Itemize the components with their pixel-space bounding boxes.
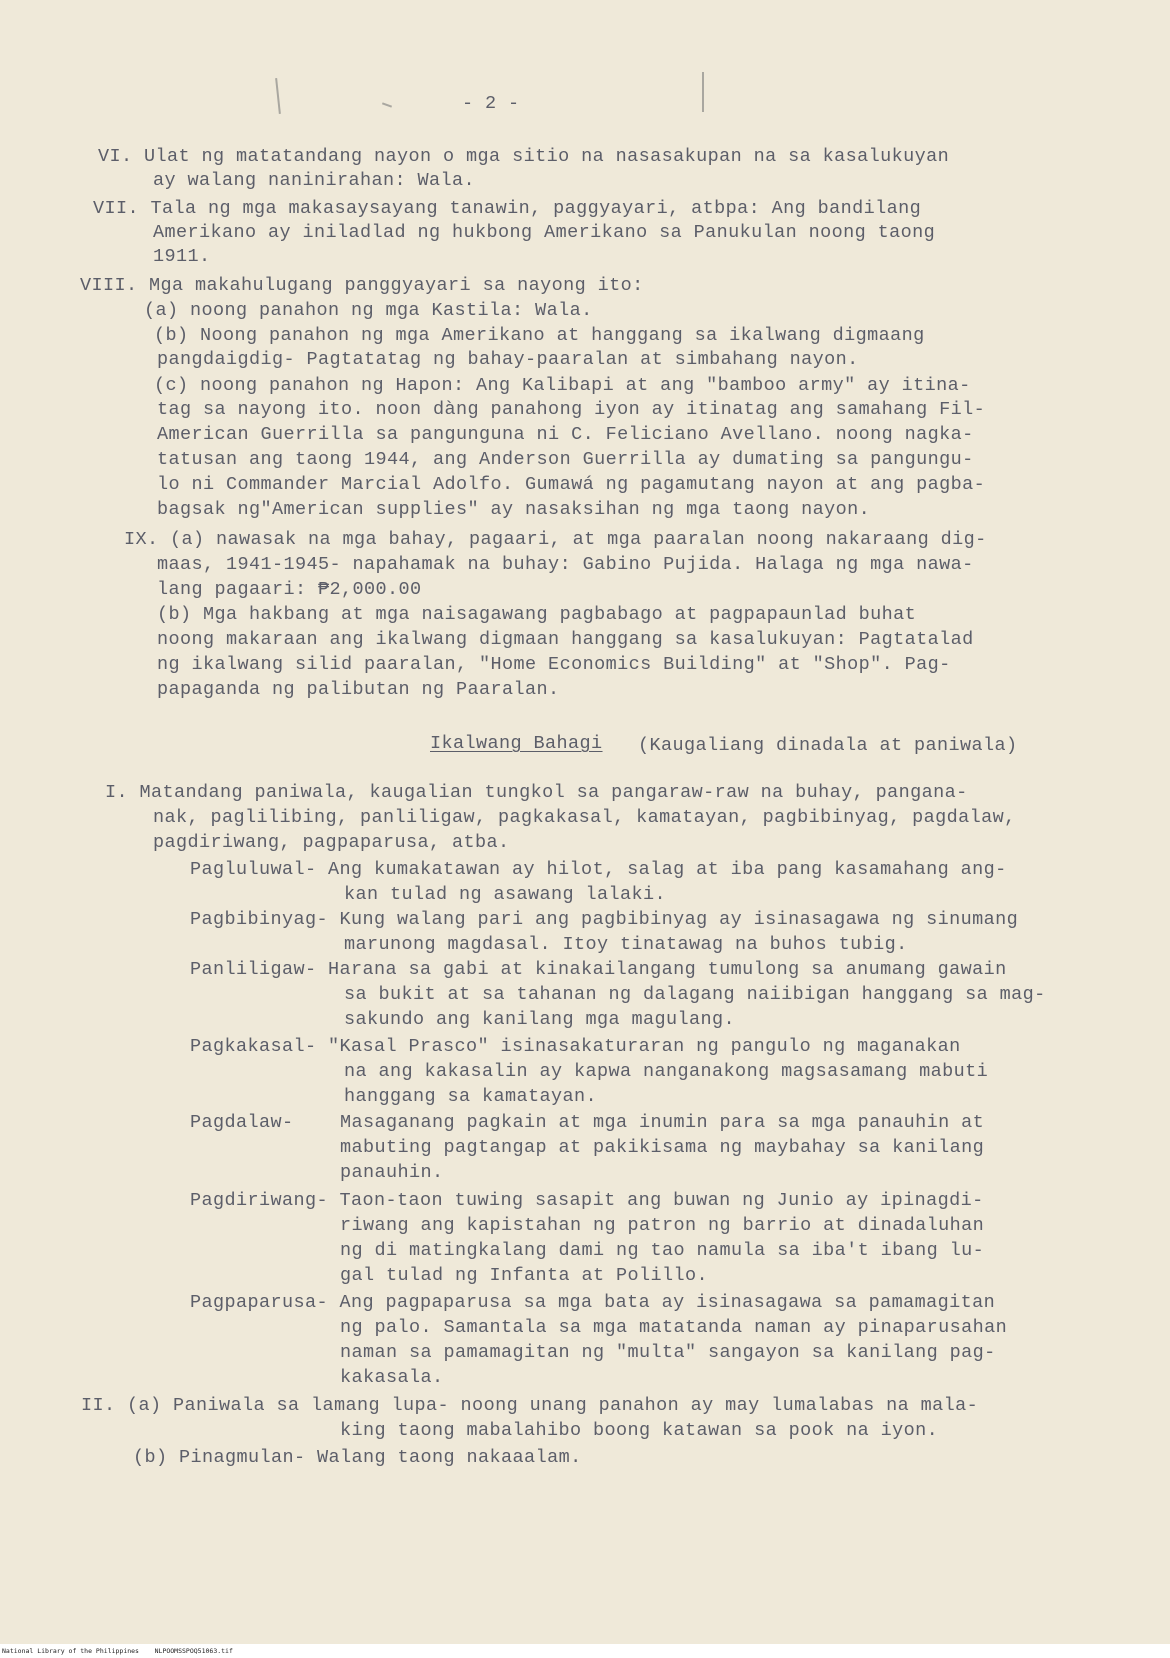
pagkakasal-1: Pagkakasal- "Kasal Prasco" isinasakaturaran ng pangulo ng maganakan (190, 1036, 961, 1057)
pagluluwal-1: Pagluluwal- Ang kumakatawan ay hilot, salag at iba pang kasamahang ang- (190, 859, 1007, 880)
pagdiriwang-3: ng di matingkalang dami ng tao namula sa iba't ibang lu- (340, 1240, 985, 1261)
panliligaw-2: sa bukit at sa tahanan ng dalagang naiibigan hanggang sa mag- (344, 984, 1046, 1005)
pagbibinyag-2: marunong magdasal. Itoy tinatawag na buhos tubig. (344, 934, 908, 955)
pagdalaw-label: Pagdalaw- (190, 1112, 294, 1133)
panliligaw-1: Panliligaw- Harana sa gabi at kinakailangang tumulong sa anumang gawain (190, 959, 1007, 980)
line-ix-a3: lang pagaari: ₱2,000.00 (157, 579, 422, 600)
line-ii-a1: II. (a) Paniwala sa lamang lupa- noong unang panahon ay may lumalabas na mala- (81, 1395, 979, 1416)
section-subheading: (Kaugaliang dinadala at paniwala) (638, 735, 1018, 756)
line-viii-c5: lo ni Commander Marcial Adolfo. Gumawá ng pagamutang nayon at ang pagba- (157, 474, 986, 495)
panliligaw-3: sakundo ang kanilang mga magulang. (344, 1009, 736, 1030)
line-i-2: nak, paglilibing, panliligaw, pagkakasal, kamatayan, pagbibinyag, pagdalaw, (153, 807, 1016, 828)
line-vii-1: VII. Tala ng mga makasaysayang tanawin, paggyayari, atbpa: Ang bandilang (93, 198, 922, 219)
page-number: - 2 - (462, 93, 520, 114)
pen-mark-right (702, 72, 704, 112)
line-vii-3: 1911. (153, 246, 211, 267)
line-viii-1: VIII. Mga makahulugang panggyayari sa nayong ito: (80, 275, 644, 296)
line-i-1: I. Matandang paniwala, kaugalian tungkol sa pangaraw-raw na buhay, pangana- (105, 782, 968, 803)
pagdalaw-1: Masaganang pagkain at mga inumin para sa mga panauhin at (340, 1112, 985, 1133)
line-ix-a1: IX. (a) nawasak na mga bahay, pagaari, at mga paaralan noong nakaraang dig- (124, 529, 987, 550)
pagpaparusa-1: Pagpaparusa- Ang pagpaparusa sa mga bata ay isinasagawa sa pamamagitan (190, 1292, 996, 1313)
line-ix-b3: ng ikalwang silid paaralan, "Home Economics Building" at "Shop". Pag- (157, 654, 951, 675)
line-ix-a2: maas, 1941-1945- napahamak na buhay: Gabino Pujida. Halaga ng mga nawa- (157, 554, 974, 575)
pagkakasal-3: hanggang sa kamatayan. (344, 1086, 598, 1107)
line-viii-c6: bagsak ng"American supplies" ay nasaksihan ng mga taong nayon. (157, 499, 871, 520)
pagluluwal-2: kan tulad ng asawang lalaki. (344, 884, 667, 905)
line-ix-b1: (b) Mga hakbang at mga naisagawang pagbabago at pagpapaunlad buhat (157, 604, 917, 625)
pagpaparusa-2: ng palo. Samantala sa mga matatanda naman ay pinaparusahan (340, 1317, 1008, 1338)
pagdalaw-2: mabuting pagtangap at pakikisama ng maybahay sa kanilang (340, 1137, 985, 1158)
pagdiriwang-2: riwang ang kapistahan ng patron ng barrio at dinadaluhan (340, 1215, 985, 1236)
pen-mark-dash (382, 102, 392, 107)
section-heading: Ikalwang Bahagi (430, 733, 603, 754)
pagdalaw-3: panauhin. (340, 1162, 444, 1183)
pagpaparusa-4: kakasala. (340, 1367, 444, 1388)
scan-footer: National Library of the Philippines NLPOOMSSPOQ51063.tif (0, 1644, 1170, 1658)
line-viii-a: (a) noong panahon ng mga Kastila: Wala. (144, 300, 593, 321)
pagdiriwang-4: gal tulad ng Infanta at Polillo. (340, 1265, 709, 1286)
pagdiriwang-1: Pagdiriwang- Taon-taon tuwing sasapit ang buwan ng Junio ay ipinagdi- (190, 1190, 984, 1211)
line-i-3: pagdiriwang, pagpaparusa, atba. (153, 832, 510, 853)
line-vi-1: VI. Ulat ng matatandang nayon o mga sitio na nasasakupan na sa kasalukuyan (98, 146, 950, 167)
pagkakasal-2: na ang kakasalin ay kapwa nanganakong magsasamang mabuti (344, 1061, 989, 1082)
line-vi-2: ay walang naninirahan: Wala. (153, 170, 476, 191)
line-viii-c4: tatusan ang taong 1944, ang Anderson Guerrilla ay dumating sa pangungu- (157, 449, 974, 470)
line-ii-a2: king taong mabalahibo boong katawan sa pook na iyon. (340, 1420, 939, 1441)
line-vii-2: Amerikano ay iniladlad ng hukbong Amerikano sa Panukulan noong taong (153, 222, 936, 243)
line-ii-b: (b) Pinagmulan- Walang taong nakaaalam. (133, 1447, 582, 1468)
pen-mark-left (275, 78, 281, 114)
line-viii-c2: tag sa nayong ito. noon dàng panahong iyon ay itinatag ang samahang Fil- (157, 399, 986, 420)
pagpaparusa-3: naman sa pamamagitan ng "multa" sangayon sa kanilang pag- (340, 1342, 996, 1363)
line-ix-b2: noong makaraan ang ikalwang digmaan hanggang sa kasalukuyan: Pagtatalad (157, 629, 974, 650)
line-ix-b4: papaganda ng palibutan ng Paaralan. (157, 679, 560, 700)
line-viii-b2: pangdaigdig- Pagtatatag ng bahay-paaralan at simbahang nayon. (157, 349, 859, 370)
line-viii-c1: (c) noong panahon ng Hapon: Ang Kalibapi at ang "bamboo army" ay itina- (154, 375, 971, 396)
line-viii-c3: American Guerrilla sa pangunguna ni C. Feliciano Avellano. noong nagka- (157, 424, 974, 445)
line-viii-b1: (b) Noong panahon ng mga Amerikano at hanggang sa ikalwang digmaang (154, 325, 925, 346)
pagbibinyag-1: Pagbibinyag- Kung walang pari ang pagbibinyag ay isinasagawa ng sinumang (190, 909, 1019, 930)
